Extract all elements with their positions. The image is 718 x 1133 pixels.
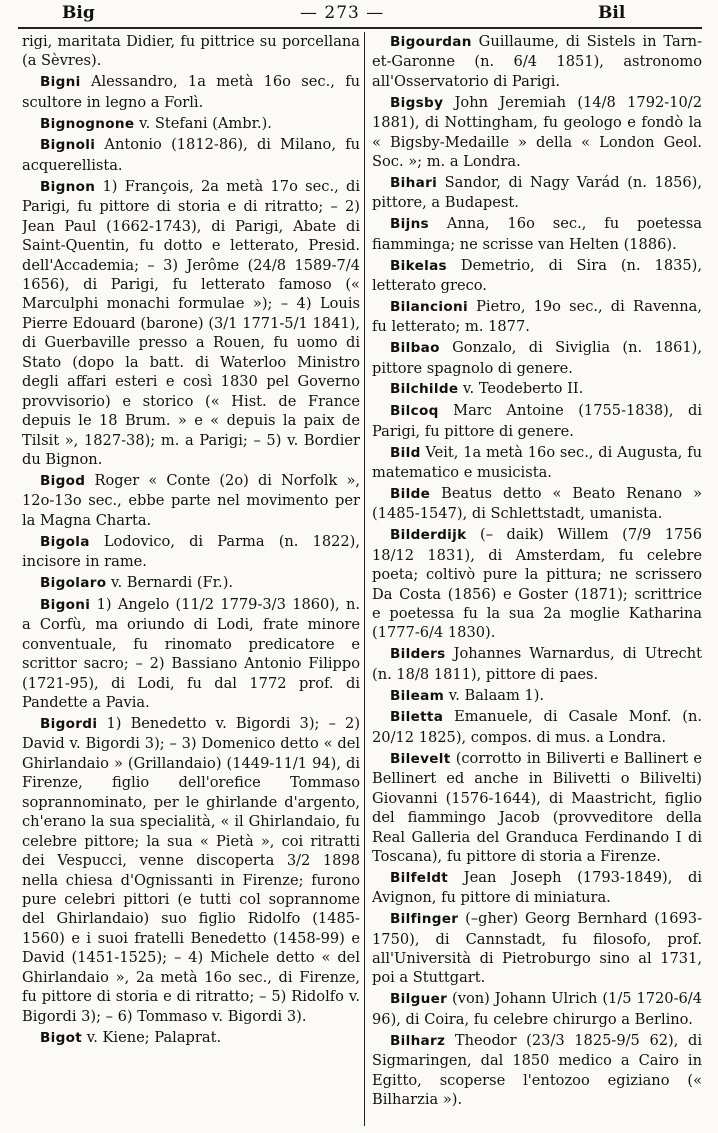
dictionary-entry	[372, 214, 702, 254]
entry-headword: Bigot	[40, 1029, 83, 1046]
entry-text: v. Bernardi (Fr.).	[111, 573, 234, 591]
entry-text: v. Kiene; Palaprat.	[86, 1028, 222, 1046]
entry-headword: Bignoli	[40, 137, 96, 154]
entry-headword: Biletta	[390, 709, 444, 726]
entry-text: Demetrio, di Sira (n. 1835), letterato greco.	[372, 256, 702, 294]
dictionary-entry	[372, 1031, 702, 1110]
entry-headword: Bilfinger	[390, 911, 459, 928]
entry-headword: Bilders	[390, 646, 446, 663]
header-rule	[18, 27, 702, 29]
entry-headword: Bigolaro	[40, 574, 107, 591]
dictionary-entry	[22, 573, 360, 593]
dictionary-entry	[372, 484, 702, 524]
entry-headword: Bileam	[390, 687, 445, 704]
entry-text: Anna, 16o sec., fu poetessa fiamminga; ne scrisse van Helten (1886).	[372, 215, 702, 253]
entry-headword: Bilchilde	[390, 381, 459, 398]
dictionary-entry	[372, 989, 702, 1029]
entry-text: Pietro, 19o sec., di Ravenna, fu letterato; m. 1877.	[372, 297, 702, 336]
entry-headword: Bilancioni	[390, 298, 468, 315]
dictionary-entry	[372, 32, 702, 91]
page-number: — 273 —	[300, 3, 385, 23]
entry-text: v. Balaam 1).	[448, 686, 545, 704]
entry-text: Theodor (23/3 1825-9/5 62), di Sigmaringen, dal 1850 medico a Cairo in Egitto, scoperse l'entozoo egiziano (« Bilharzia »).	[372, 1031, 702, 1108]
dictionary-entry	[372, 686, 702, 706]
entry-text: v. Stefani (Ambr.).	[139, 114, 272, 132]
left-column	[22, 32, 360, 1128]
dictionary-entry	[22, 177, 360, 470]
entry-text: 1) Benedetto v. Bigordi 3); – 2) David v. Bigordi 3); – 3) Domenico detto « del Ghirlandaio » (Grillandaio) (1449-11/1 94), di Firenze, figlio dell'orefice Tommaso soprannominato, per le ghirlande d'argento, ch'erano la sua specialità, « il Ghirlandaio, fu celebre pittore; la sua « Pietà », coi ritratti dei Vespucci, venne discoperta 3/2 1898 nella chiesa d'Ognissanti in Firenze; furono pure celebri pittori (e tutti col soprannome del Ghirlandaio) suo figlio Ridolfo (1485-1560) e i suoi fratelli Benedetto (1458-99) e David (1451-1525); – 4) Michele detto « del Ghirlandaio », 2a metà 16o sec., di Firenze, fu pittore di storia e di ritratto; – 5) Ridolfo v. Bigordi 3); – 6) Tommaso v. Bigordi 3).	[22, 714, 360, 1025]
entry-headword: Bilderdijk	[390, 527, 467, 544]
dictionary-entry	[372, 525, 702, 643]
column-divider	[364, 32, 365, 1126]
entry-headword: Bigourdan	[390, 34, 472, 50]
entry-text: Gonzalo, di Siviglia (n. 1861), pittore spagnolo di genere.	[372, 339, 702, 377]
dictionary-entry	[372, 173, 702, 213]
entry-text: (corrotto in Biliverti e Ballinert e Bellinert ed anche in Bilivetti o Bilivelti) Giovanni (1576-1644), di Maastricht, figlio del fiammingo Jacob (provveditore della Real Galleria del Granduca Ferdinando I di Toscana), fu pittore di storia a Firenze.	[372, 749, 702, 865]
dictionary-entry	[372, 401, 702, 441]
header-guide-word-right: Bil	[598, 3, 626, 23]
entry-headword: Bijns	[390, 216, 429, 233]
entry-headword: Bilharz	[390, 1032, 446, 1049]
dictionary-entry	[22, 72, 360, 112]
page-header	[0, 0, 718, 28]
dictionary-entry	[22, 595, 360, 713]
entry-text: Sandor, di Nagy Varád (n. 1856), pittore, a Budapest.	[372, 173, 702, 212]
entry-text: v. Teodeberto II.	[463, 380, 584, 398]
dictionary-entry	[372, 909, 702, 988]
dictionary-entry	[372, 379, 702, 399]
entry-headword: Bilfeldt	[390, 869, 449, 886]
entry-text: (–gher) Georg Bernhard (1693-1750), di Cannstadt, fu filosofo, prof. all'Università di Pietroburgo sino al 1731, poi a Stuttgart.	[372, 910, 702, 987]
entry-headword: Bilde	[390, 485, 431, 502]
entry-headword: Bigsby	[390, 94, 444, 111]
entry-text: Marc Antoine (1755-1838), di Parigi, fu pittore di genere.	[372, 402, 702, 440]
entry-text: (– daik) Willem (7/9 1756 18/12 1831), di Amsterdam, fu celebre poeta; coltivò pure la pittura; ne scrissero Da Costa (1856) e Goster (1871); scrittrice e poetessa fu la sua 2a moglie Katharina (1777-6/4 1830).	[372, 526, 702, 642]
dictionary-entry	[22, 32, 360, 71]
entry-headword: Bihari	[390, 174, 438, 191]
entry-text: (von) Johann Ulrich (1/5 1720-6/4 96), di Coira, fu celebre chirurgo a Berlino.	[372, 990, 702, 1028]
entry-text: Roger « Conte (2o) di Norfolk », 12o-13o sec., ebbe parte nel movimento per la Magna Charta.	[22, 471, 360, 529]
entry-text: rigi, maritata Didier, fu pittrice su porcellana (a Sèvres).	[22, 33, 360, 70]
entry-text: Lodovico, di Parma (n. 1822), incisore in rame.	[22, 532, 360, 571]
entry-headword: Bignon	[40, 178, 96, 195]
dictionary-entry	[22, 714, 360, 1026]
entry-text: Jean Joseph (1793-1849), di Avignon, fu pittore di miniatura.	[372, 868, 702, 907]
entry-text: Antonio (1812-86), di Milano, fu acquerellista.	[22, 136, 360, 174]
dictionary-entry	[372, 443, 702, 483]
entry-text: Johannes Warnardus, di Utrecht (n. 18/8 1811), pittore di paes.	[372, 645, 702, 683]
entry-text: 1) Angelo (11/2 1779-3/3 1860), n. a Corfù, ma oriundo di Lodi, frate minore conventuale, fu rinomato predicatore e scrittor sacro; – 2) Bassiano Antonio Filippo (1721-95), di Lodi, fu dal 1772 prof. di Pandette a Pavia.	[22, 595, 360, 712]
dictionary-entry	[22, 532, 360, 572]
entry-text: Veit, 1a metà 16o sec., di Augusta, fu matematico e musicista.	[372, 443, 702, 482]
entry-headword: Bigoni	[40, 596, 91, 613]
entry-headword: Bignognone	[40, 115, 135, 132]
entry-headword: Bigod	[40, 472, 86, 489]
entry-headword: Bigni	[40, 74, 81, 91]
dictionary-entry	[372, 707, 702, 747]
dictionary-entry	[372, 256, 702, 296]
entry-headword: Bikelas	[390, 257, 447, 274]
dictionary-entry	[22, 1028, 360, 1048]
dictionary-entry	[372, 749, 702, 867]
entry-text: Guillaume, di Sistels in Tarn-et-Garonne (n. 6/4 1851), astronomo all'Osservatorio di Parigi.	[372, 33, 702, 90]
entry-headword: Bild	[390, 444, 421, 461]
entry-text: Alessandro, 1a metà 16o sec., fu scultore in legno a Forlì.	[22, 73, 360, 111]
dictionary-entry	[372, 338, 702, 378]
entry-headword: Bigola	[40, 533, 90, 550]
dictionary-entry	[372, 297, 702, 337]
entry-headword: Bilbao	[390, 340, 440, 357]
dictionary-entry	[372, 868, 702, 908]
entry-text: Beatus detto « Beato Renano » (1485-1547), di Schlettstadt, umanista.	[372, 484, 702, 523]
entry-text: 1) François, 2a metà 17o sec., di Parigi, fu pittore di storia e di ritratto; – 2) Jean Paul (1662-1743), di Parigi, Abate di Saint-Quentin, fu dotto e letterato, Presid. dell'Accademia; – 3) Jerôme (24/8 1589-7/4 1656), di Parigi, fu letterato famoso (« Marculphi monachi formulae »); – 4) Louis Pierre Edouard (barone) (3/1 1771-5/1 1841), di Guerbaville presso a Rouen, fu uomo di Stato (dopo la batt. di Waterloo Ministro degli affari esteri e così 1830 pel Governo provvisorio) e storico (« Hist. de France depuis le 18 Brum. » e « depuis la paix de Tilsit », 1827-38); m. a Parigi; – 5) v. Bordier du Bignon.	[22, 177, 360, 469]
entry-headword: Bilcoq	[390, 403, 439, 420]
dictionary-entry	[372, 93, 702, 172]
right-column	[372, 32, 702, 1128]
dictionary-entry	[22, 135, 360, 175]
header-guide-word-left: Big	[62, 3, 95, 23]
entry-headword: Bigordi	[40, 715, 98, 732]
entry-text: John Jeremiah (14/8 1792-10/2 1881), di Nottingham, fu geologo e fondò la « Bigsby-Medaille » della « London Geol. Soc. »; m. a Londra.	[372, 93, 702, 171]
entry-headword: Bilevelt	[390, 750, 451, 767]
entry-headword: Bilguer	[390, 991, 448, 1008]
dictionary-entry	[372, 644, 702, 684]
dictionary-entry	[22, 471, 360, 530]
dictionary-entry	[22, 114, 360, 134]
entry-text: Emanuele, di Casale Monf. (n. 20/12 1825), compos. di mus. a Londra.	[372, 708, 702, 746]
